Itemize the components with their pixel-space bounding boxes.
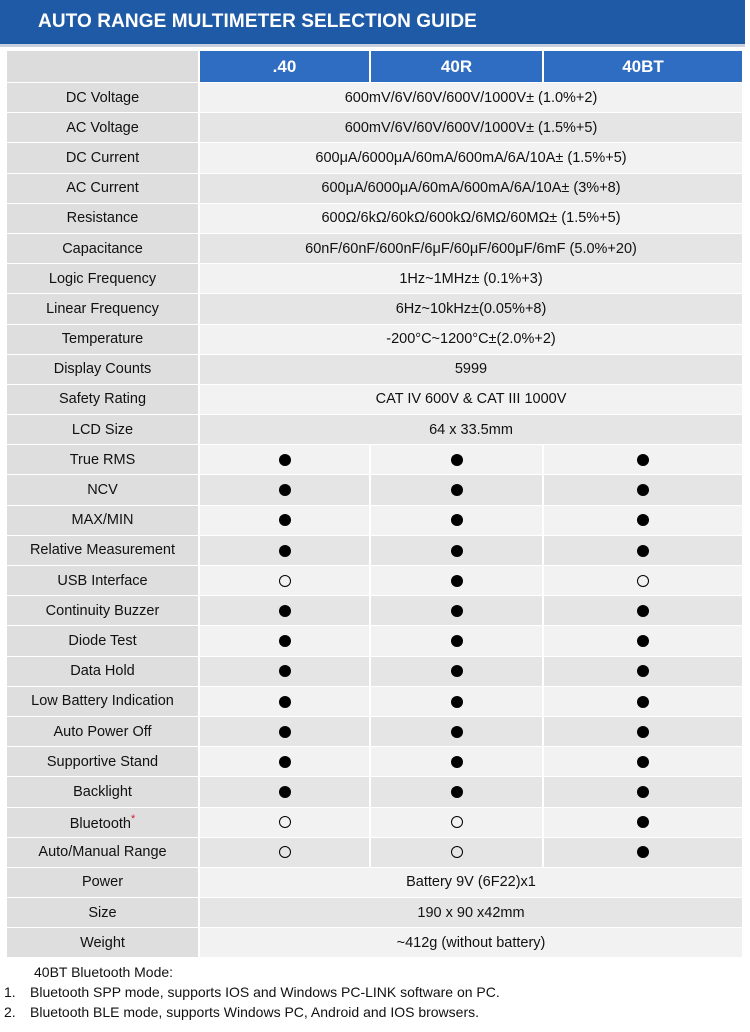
spec-row — [7, 264, 742, 294]
unsupported-circle-icon — [279, 846, 291, 858]
row-label-text: Auto Power Off — [53, 723, 152, 740]
model-header-40bt: 40BT — [544, 51, 742, 83]
spec-row — [7, 83, 742, 113]
unsupported-circle-icon — [451, 846, 463, 858]
row-label-text: Capacitance — [62, 240, 143, 257]
feature-cell — [544, 777, 742, 807]
feature-cell — [371, 596, 544, 626]
row-label-text: Power — [81, 874, 124, 891]
supported-dot-icon — [279, 605, 291, 617]
feature-cell — [544, 717, 742, 747]
feature-row — [7, 717, 742, 747]
spec-value: 600mV/6V/60V/600V/1000V± (1.5%+5) — [200, 113, 742, 143]
notes-heading: 40BT Bluetooth Mode: — [34, 964, 174, 980]
spec-row — [7, 113, 742, 143]
supported-dot-icon — [637, 484, 649, 496]
feature-row — [7, 626, 742, 656]
supported-dot-icon — [451, 545, 463, 557]
row-label — [7, 777, 200, 807]
feature-row — [7, 506, 742, 536]
feature-row — [7, 475, 742, 505]
row-label — [7, 838, 200, 868]
header-corner — [7, 51, 200, 83]
unsupported-circle-icon — [279, 575, 291, 587]
row-label — [7, 657, 200, 687]
row-label-text: Size — [88, 904, 117, 921]
selection-guide-table — [7, 51, 742, 958]
feature-cell — [371, 777, 544, 807]
supported-dot-icon — [451, 756, 463, 768]
spec-value: ~412g (without battery) — [200, 928, 742, 958]
row-label-text: Bluetooth — [69, 815, 131, 832]
row-label-text: Backlight — [73, 783, 132, 800]
feature-cell — [371, 445, 544, 475]
supported-dot-icon — [637, 545, 649, 557]
feature-cell — [200, 475, 371, 505]
feature-cell — [371, 506, 544, 536]
page-title: AUTO RANGE MULTIMETER SELECTION GUIDE — [38, 11, 477, 32]
row-label-text: Continuity Buzzer — [45, 602, 160, 619]
supported-dot-icon — [451, 635, 463, 647]
supported-dot-icon — [279, 454, 291, 466]
feature-cell — [371, 536, 544, 566]
feature-cell — [200, 596, 371, 626]
title-bar — [0, 0, 745, 47]
row-label — [7, 385, 200, 415]
supported-dot-icon — [637, 635, 649, 647]
feature-cell — [200, 506, 371, 536]
spec-row — [7, 355, 742, 385]
note-text: Bluetooth SPP mode, supports IOS and Windows PC-LINK software on PC. — [30, 984, 500, 1000]
row-label — [7, 83, 200, 113]
spec-value: 600mV/6V/60V/600V/1000V± (1.0%+2) — [200, 83, 742, 113]
feature-row — [7, 596, 742, 626]
model-header-row — [7, 51, 742, 83]
row-label — [7, 868, 200, 898]
feature-cell — [200, 747, 371, 777]
supported-dot-icon — [279, 665, 291, 677]
feature-cell — [544, 566, 742, 596]
supported-dot-icon — [637, 665, 649, 677]
feature-row — [7, 747, 742, 777]
row-label — [7, 596, 200, 626]
supported-dot-icon — [637, 786, 649, 798]
row-label — [7, 204, 200, 234]
row-label — [7, 415, 200, 445]
feature-cell — [544, 687, 742, 717]
feature-cell — [200, 445, 371, 475]
feature-row — [7, 808, 742, 838]
row-label-text: Data Hold — [70, 663, 135, 680]
row-label-text: Resistance — [66, 210, 139, 227]
supported-dot-icon — [279, 545, 291, 557]
unsupported-circle-icon — [279, 816, 291, 828]
spec-row — [7, 174, 742, 204]
supported-dot-icon — [637, 846, 649, 858]
spec-value: 600μA/6000μA/60mA/600mA/6A/10A± (1.5%+5) — [200, 143, 742, 173]
spec-row — [7, 325, 742, 355]
row-label — [7, 325, 200, 355]
feature-cell — [200, 536, 371, 566]
spec-value: 6Hz~10kHz±(0.05%+8) — [200, 294, 742, 324]
supported-dot-icon — [637, 454, 649, 466]
spec-value: 5999 — [200, 355, 742, 385]
feature-cell — [544, 536, 742, 566]
supported-dot-icon — [279, 696, 291, 708]
spec-value: 600μA/6000μA/60mA/600mA/6A/10A± (3%+8) — [200, 174, 742, 204]
supported-dot-icon — [451, 605, 463, 617]
row-label — [7, 747, 200, 777]
spec-row — [7, 415, 742, 445]
feature-cell — [200, 777, 371, 807]
supported-dot-icon — [637, 726, 649, 738]
spec-value: 60nF/60nF/600nF/6μF/60μF/600μF/6mF (5.0%+20) — [200, 234, 742, 264]
spec-row — [7, 868, 742, 898]
spec-value: 190 x 90 x42mm — [200, 898, 742, 928]
supported-dot-icon — [451, 726, 463, 738]
feature-cell — [200, 808, 371, 838]
feature-cell — [200, 687, 371, 717]
feature-cell — [544, 596, 742, 626]
supported-dot-icon — [279, 484, 291, 496]
feature-row — [7, 838, 742, 868]
row-label — [7, 566, 200, 596]
feature-row — [7, 777, 742, 807]
supported-dot-icon — [279, 726, 291, 738]
row-label-text: Supportive Stand — [46, 753, 159, 770]
feature-cell — [371, 475, 544, 505]
footnote-asterisk: * — [131, 812, 136, 825]
spec-row — [7, 204, 742, 234]
row-label-text: MAX/MIN — [71, 512, 134, 529]
supported-dot-icon — [279, 514, 291, 526]
supported-dot-icon — [637, 514, 649, 526]
supported-dot-icon — [279, 635, 291, 647]
row-label-text: Logic Frequency — [48, 270, 157, 287]
row-label — [7, 687, 200, 717]
row-label-text: Safety Rating — [58, 391, 147, 408]
model-header-40: .40 — [200, 51, 371, 83]
spec-value: -200°C~1200°C±(2.0%+2) — [200, 325, 742, 355]
feature-cell — [200, 566, 371, 596]
note-number: 2. — [4, 1004, 16, 1020]
feature-cell — [371, 566, 544, 596]
feature-cell — [371, 808, 544, 838]
feature-cell — [200, 717, 371, 747]
supported-dot-icon — [279, 786, 291, 798]
row-label — [7, 717, 200, 747]
spec-row — [7, 143, 742, 173]
feature-cell — [544, 506, 742, 536]
note-item — [4, 982, 744, 1002]
feature-cell — [371, 717, 544, 747]
row-label-text: Weight — [80, 934, 125, 951]
feature-cell — [371, 626, 544, 656]
row-label — [7, 355, 200, 385]
row-label-text: Diode Test — [68, 632, 137, 649]
feature-row — [7, 445, 742, 475]
unsupported-circle-icon — [451, 816, 463, 828]
row-label-text: Display Counts — [53, 361, 152, 378]
spec-value: 64 x 33.5mm — [200, 415, 742, 445]
row-label — [7, 808, 200, 838]
spec-value: Battery 9V (6F22)x1 — [200, 868, 742, 898]
feature-row — [7, 566, 742, 596]
row-label-text: Low Battery Indication — [31, 693, 174, 710]
row-label — [7, 928, 200, 958]
spec-row — [7, 234, 742, 264]
row-label-text: AC Voltage — [66, 119, 139, 136]
unsupported-circle-icon — [637, 575, 649, 587]
row-label-text: Linear Frequency — [46, 300, 159, 317]
row-label — [7, 234, 200, 264]
feature-cell — [200, 657, 371, 687]
feature-cell — [371, 747, 544, 777]
supported-dot-icon — [451, 484, 463, 496]
row-label-text: DC Voltage — [65, 89, 140, 106]
row-label-text: Auto/Manual Range — [38, 844, 167, 861]
row-label — [7, 294, 200, 324]
feature-cell — [544, 808, 742, 838]
supported-dot-icon — [451, 696, 463, 708]
row-label-text: True RMS — [69, 451, 136, 468]
feature-cell — [371, 687, 544, 717]
feature-cell — [200, 838, 371, 868]
feature-cell — [544, 657, 742, 687]
feature-cell — [544, 445, 742, 475]
supported-dot-icon — [637, 696, 649, 708]
row-label-text: USB Interface — [57, 572, 148, 589]
feature-cell — [544, 626, 742, 656]
row-label — [7, 626, 200, 656]
row-label — [7, 445, 200, 475]
bluetooth-notes — [4, 962, 744, 1022]
spec-row — [7, 928, 742, 958]
row-label — [7, 475, 200, 505]
supported-dot-icon — [451, 454, 463, 466]
supported-dot-icon — [637, 605, 649, 617]
note-item — [4, 1002, 744, 1022]
feature-row — [7, 687, 742, 717]
row-label-text: Relative Measurement — [29, 542, 176, 559]
feature-cell — [544, 838, 742, 868]
feature-cell — [371, 838, 544, 868]
row-label — [7, 174, 200, 204]
row-label-text: NCV — [87, 482, 118, 499]
row-label-text: AC Current — [66, 180, 139, 197]
note-number: 1. — [4, 984, 16, 1000]
feature-cell — [200, 626, 371, 656]
row-label-text: Temperature — [61, 331, 144, 348]
spec-value: CAT IV 600V & CAT III 1000V — [200, 385, 742, 415]
row-label-text: LCD Size — [71, 421, 134, 438]
model-header-40r: 40R — [371, 51, 544, 83]
feature-cell — [544, 747, 742, 777]
row-label — [7, 143, 200, 173]
spec-row — [7, 385, 742, 415]
spec-value: 600Ω/6kΩ/60kΩ/600kΩ/6MΩ/60MΩ± (1.5%+5) — [200, 204, 742, 234]
supported-dot-icon — [279, 756, 291, 768]
supported-dot-icon — [451, 575, 463, 587]
feature-cell — [544, 475, 742, 505]
feature-cell — [371, 657, 544, 687]
row-label — [7, 264, 200, 294]
note-text: Bluetooth BLE mode, supports Windows PC, Android and IOS browsers. — [30, 1004, 480, 1020]
supported-dot-icon — [637, 816, 649, 828]
row-label — [7, 536, 200, 566]
supported-dot-icon — [637, 756, 649, 768]
feature-row — [7, 536, 742, 566]
spec-value: 1Hz~1MHz± (0.1%+3) — [200, 264, 742, 294]
row-label — [7, 506, 200, 536]
spec-row — [7, 898, 742, 928]
feature-row — [7, 657, 742, 687]
supported-dot-icon — [451, 786, 463, 798]
row-label — [7, 898, 200, 928]
row-label — [7, 113, 200, 143]
spec-row — [7, 294, 742, 324]
supported-dot-icon — [451, 514, 463, 526]
row-label-text: DC Current — [65, 149, 140, 166]
supported-dot-icon — [451, 665, 463, 677]
